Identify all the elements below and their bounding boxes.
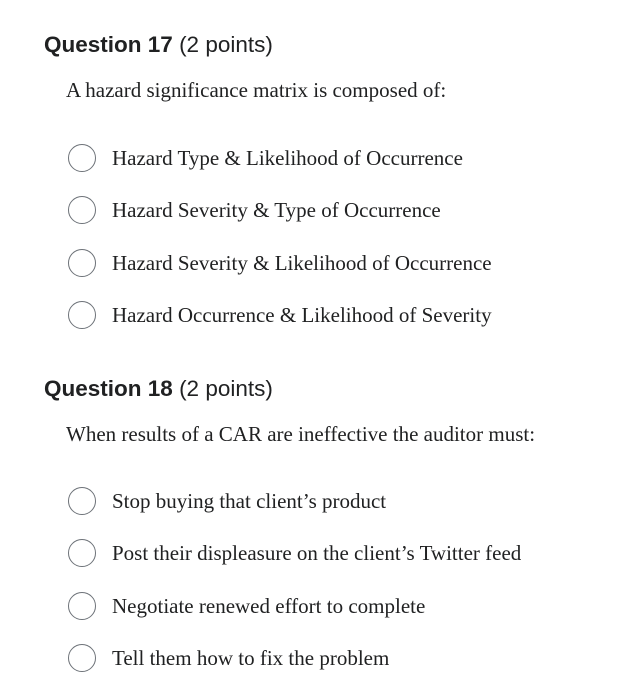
radio-button[interactable] xyxy=(68,249,96,277)
radio-button[interactable] xyxy=(68,539,96,567)
question-17-text: A hazard significance matrix is composed of: xyxy=(66,78,447,102)
question-17-label: Question 17 xyxy=(44,32,173,57)
option-label: Post their displeasure on the client’s Twitter feed xyxy=(112,541,522,565)
question-18-option-1[interactable] xyxy=(68,485,386,517)
question-18-text: When results of a CAR are ineffective the auditor must: xyxy=(66,422,536,446)
question-18-option-3[interactable] xyxy=(68,590,425,622)
radio-button[interactable] xyxy=(68,487,96,515)
question-18-points: (2 points) xyxy=(179,376,273,401)
radio-button[interactable] xyxy=(68,301,96,329)
question-18-option-4[interactable] xyxy=(68,642,389,674)
option-label: Hazard Severity & Likelihood of Occurrence xyxy=(112,251,492,275)
radio-button[interactable] xyxy=(68,196,96,224)
radio-button[interactable] xyxy=(68,592,96,620)
question-17-option-3[interactable] xyxy=(68,247,492,279)
question-17-title xyxy=(44,30,273,60)
question-17-option-2[interactable] xyxy=(68,194,441,226)
option-label: Hazard Occurrence & Likelihood of Severity xyxy=(112,303,492,327)
question-18-title xyxy=(44,374,273,404)
option-label: Negotiate renewed effort to complete xyxy=(112,594,426,618)
question-17-option-1[interactable] xyxy=(68,142,463,174)
question-18-label: Question 18 xyxy=(44,376,173,401)
option-label: Tell them how to fix the problem xyxy=(112,646,390,670)
option-label: Hazard Severity & Type of Occurrence xyxy=(112,198,441,222)
question-17-option-4[interactable] xyxy=(68,299,492,331)
option-label: Stop buying that client’s product xyxy=(112,489,387,513)
option-label: Hazard Type & Likelihood of Occurrence xyxy=(112,146,463,170)
question-18-option-2[interactable] xyxy=(68,537,521,569)
radio-button[interactable] xyxy=(68,644,96,672)
radio-button[interactable] xyxy=(68,144,96,172)
question-17-points: (2 points) xyxy=(179,32,273,57)
